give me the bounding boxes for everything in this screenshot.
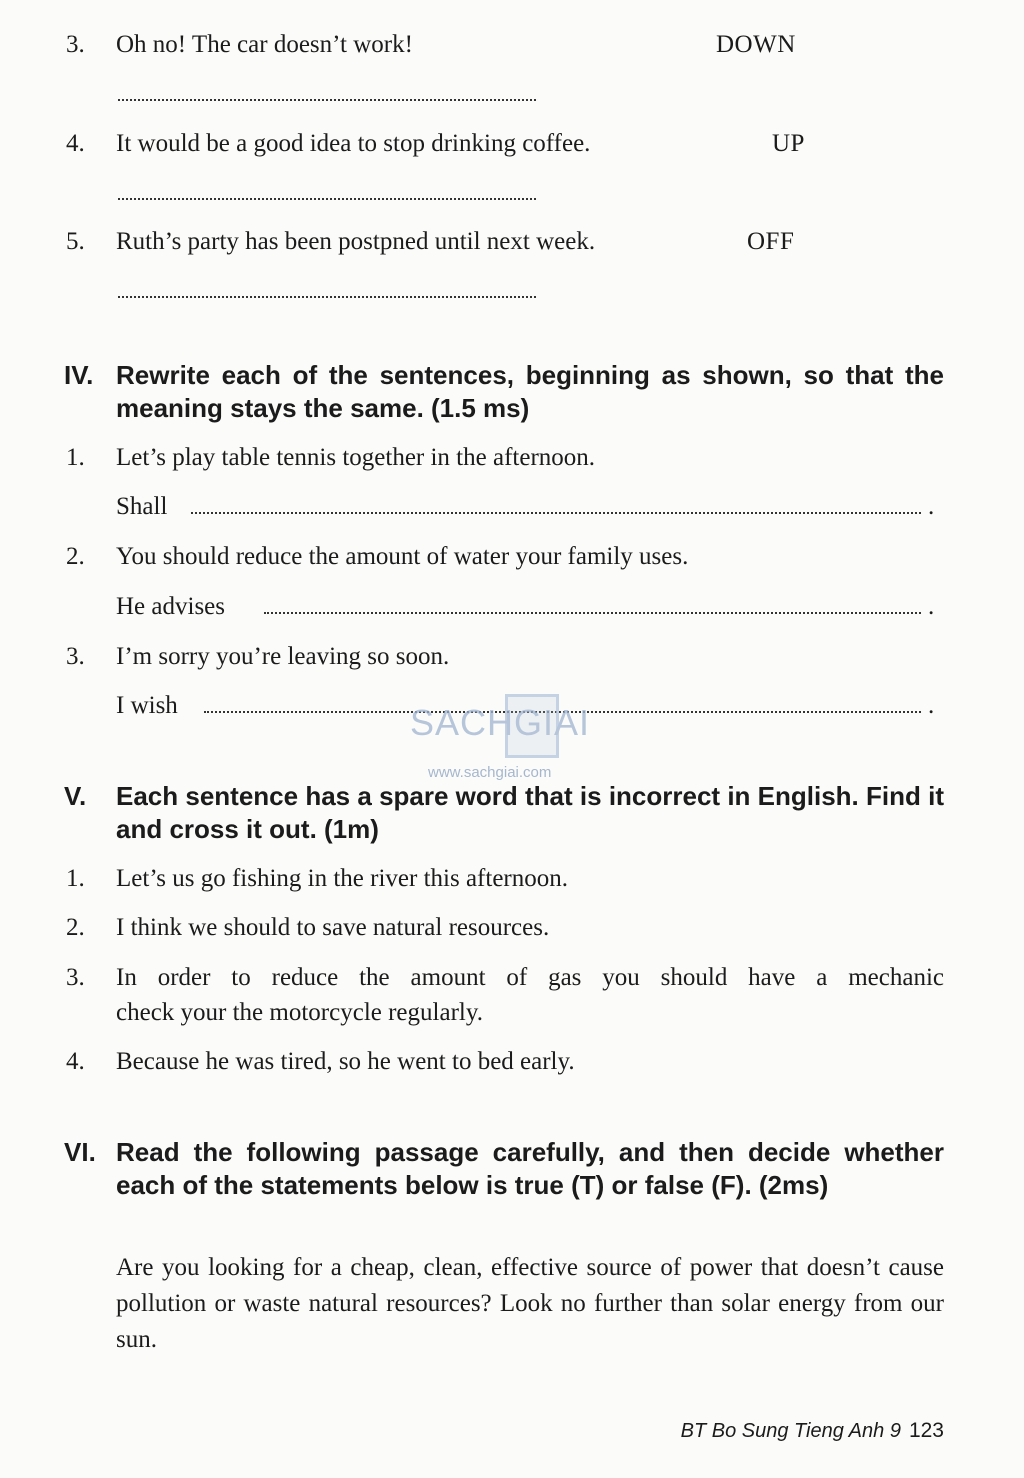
item-number: 1. [66, 444, 85, 471]
item-number: 4. [66, 130, 85, 157]
item-number: 4. [66, 1048, 85, 1075]
page-number: 123 [908, 1419, 944, 1442]
item-sentence: Let’s us go fishing in the river this afternoon. [116, 865, 569, 892]
item-sentence: I think we should to save natural resources. [116, 914, 550, 941]
period: . [928, 493, 935, 520]
item-keyword: DOWN [716, 31, 796, 58]
rewrite-lead: He advises [116, 593, 225, 620]
rewrite-lead: I wish [116, 692, 178, 719]
item-number: 3. [66, 964, 85, 991]
item-sentence: In order to reduce the amount of gas you should have a mechanic [116, 964, 944, 991]
section-number: VI. [64, 1137, 96, 1167]
answer-line[interactable] [118, 99, 536, 101]
item-sentence: Let’s play table tennis together in the afternoon. [116, 444, 596, 471]
item-sentence: It would be a good idea to stop drinking coffee. [116, 130, 591, 157]
answer-line[interactable] [118, 198, 536, 200]
book-title: BT Bo Sung Tieng Anh 9 [680, 1420, 901, 1442]
item-keyword: OFF [747, 228, 795, 255]
item-sentence: Ruth’s party has been postpned until next week. [116, 228, 596, 255]
item-number: 2. [66, 543, 85, 570]
rewrite-lead: Shall [116, 493, 168, 520]
section-number: IV. [64, 360, 94, 390]
item-sentence: Oh no! The car doesn’t work! [116, 31, 413, 58]
section-number: V. [64, 781, 87, 811]
watermark-logo [410, 690, 620, 790]
item-sentence: You should reduce the amount of water your family uses. [116, 543, 689, 570]
item-sentence-continued: check your the motorcycle regularly. [116, 999, 483, 1026]
section-instruction: Each sentence has a spare word that is incorrect in English. Find it and cross it out. (1m) [116, 781, 944, 844]
reading-passage: Are you looking for a cheap, clean, effective source of power that doesn’t cause pollution or waste natural resources? Look no further than solar energy from our sun. [116, 1254, 944, 1353]
watermark-brand: SACHGIAI [410, 702, 591, 743]
answer-line[interactable] [264, 612, 921, 614]
item-sentence: I’m sorry you’re leaving so soon. [116, 643, 450, 670]
item-number: 2. [66, 914, 85, 941]
answer-line[interactable] [118, 296, 536, 298]
section-instruction: Read the following passage carefully, and then decide whether each of the statements below is true (T) or false (F). (2ms) [116, 1137, 944, 1200]
page-footer [681, 1419, 944, 1443]
answer-line[interactable] [191, 512, 921, 514]
item-number: 3. [66, 643, 85, 670]
period: . [928, 593, 935, 620]
watermark-url: www.sachgiai.com [428, 764, 552, 781]
item-number: 3. [66, 31, 85, 58]
item-number: 1. [66, 865, 85, 892]
period: . [928, 692, 935, 719]
item-number: 5. [66, 228, 85, 255]
section-instruction: Rewrite each of the sentences, beginning as shown, so that the meaning stays the same. (1.5 ms) [116, 360, 944, 423]
item-keyword: UP [772, 130, 805, 157]
item-sentence: Because he was tired, so he went to bed early. [116, 1048, 575, 1075]
